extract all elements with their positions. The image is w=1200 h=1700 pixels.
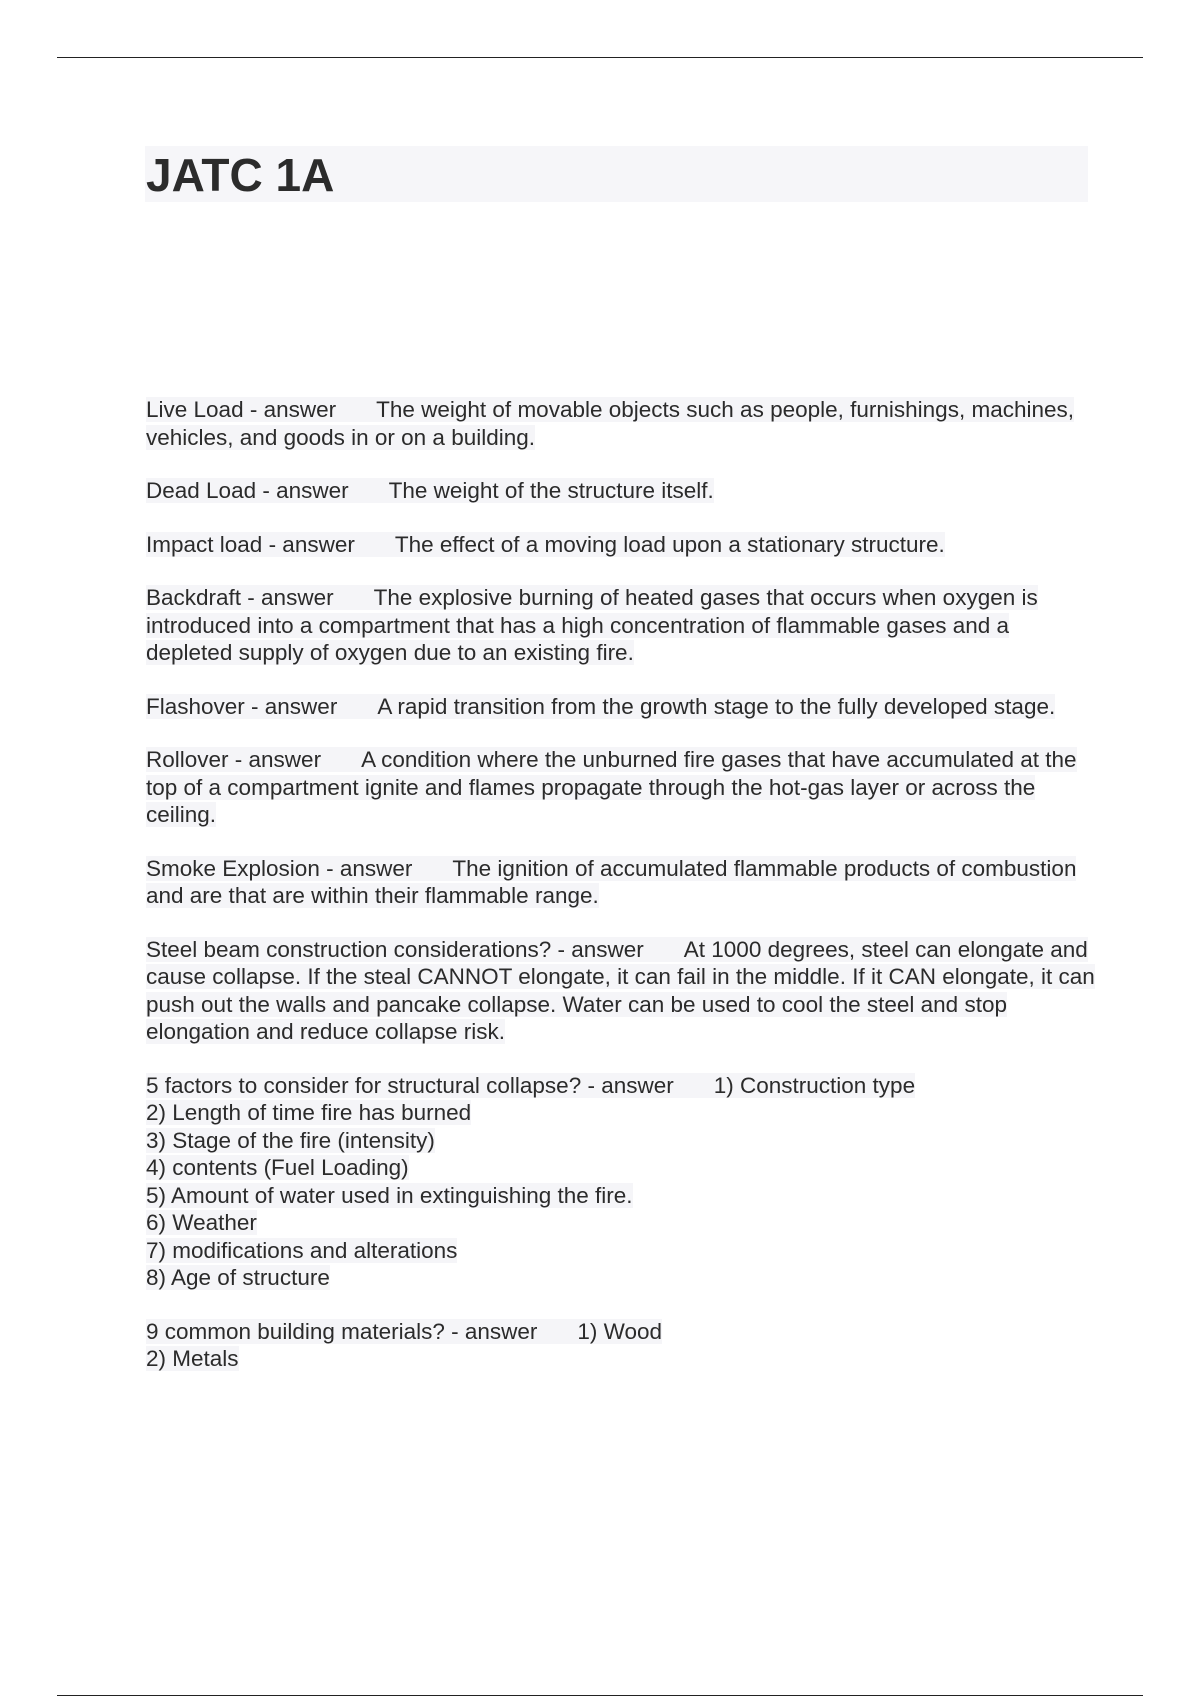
qa-list-entry — [146, 1318, 1096, 1373]
entry-answer: The weight of movable objects such as people, furnishings, machines, vehicles, and goods in or on a building. — [146, 397, 1074, 450]
list-item: 5) Amount of water used in extinguishing the fire. — [146, 1182, 633, 1208]
entry-question: Backdraft - answer — [146, 585, 334, 610]
entry-question: Steel beam construction considerations? - answer — [146, 936, 644, 962]
entry-question: 9 common building materials? - answer — [146, 1318, 538, 1344]
list-item: 2) Metals — [146, 1346, 239, 1371]
qa-entry — [146, 693, 1096, 721]
entry-question: Live Load - answer — [146, 397, 337, 422]
list-item: 2) Length of time fire has burned — [146, 1100, 472, 1125]
bottom-rule — [57, 1695, 1143, 1696]
list-item: 7) modifications and alterations — [146, 1237, 458, 1263]
list-item: 6) Weather — [146, 1210, 257, 1235]
list-item: 4) contents (Fuel Loading) — [146, 1155, 409, 1180]
entry-answer: A rapid transition from the growth stage to the fully developed stage. — [377, 693, 1056, 719]
entry-answer: At 1000 degrees, steel can elongate and cause collapse. If the steal CANNOT elongate, it can fail in the middle. If it CAN elongate, it can push out the walls and pancake collapse. Water can be used to cool the steel and stop elongation and reduce collapse risk. — [146, 936, 1095, 1044]
entry-question: 5 factors to consider for structural collapse? - answer — [146, 1072, 674, 1098]
entry-answer: The ignition of accumulated flammable products of combustion and are that are within their flammable range. — [146, 855, 1077, 908]
qa-entry — [146, 746, 1096, 829]
list-item: 3) Stage of the fire (intensity) — [146, 1127, 435, 1153]
list-item: 1) Wood — [577, 1318, 663, 1344]
qa-entry — [146, 477, 1096, 505]
qa-entry — [146, 396, 1096, 451]
entry-question: Flashover - answer — [146, 693, 338, 719]
entry-question: Dead Load - answer — [146, 478, 349, 503]
document-title: JATC 1A — [146, 149, 335, 201]
qa-entry — [146, 855, 1096, 910]
entry-answer: The explosive burning of heated gases that occurs when oxygen is introduced into a compartment that has a high concentration of flammable gases and a depleted supply of oxygen due to an existing fire. — [146, 585, 1038, 665]
entry-answer: The weight of the structure itself. — [388, 478, 714, 503]
qa-entry — [146, 531, 1096, 559]
list-item: 1) Construction type — [713, 1072, 916, 1098]
qa-entry — [146, 584, 1096, 667]
document-body — [146, 396, 1096, 1399]
top-rule — [57, 57, 1143, 58]
list-item: 8) Age of structure — [146, 1265, 330, 1290]
entry-question: Rollover - answer — [146, 747, 322, 772]
entry-answer: The effect of a moving load upon a stationary structure. — [394, 531, 945, 557]
entry-question: Impact load - answer — [146, 531, 355, 557]
qa-list-entry — [146, 1072, 1096, 1292]
entry-question: Smoke Explosion - answer — [146, 855, 413, 881]
entry-answer: A condition where the unburned fire gases that have accumulated at the top of a compartment ignite and flames propagate through the hot-gas layer or across the ceiling. — [146, 747, 1077, 827]
qa-entry — [146, 936, 1096, 1046]
